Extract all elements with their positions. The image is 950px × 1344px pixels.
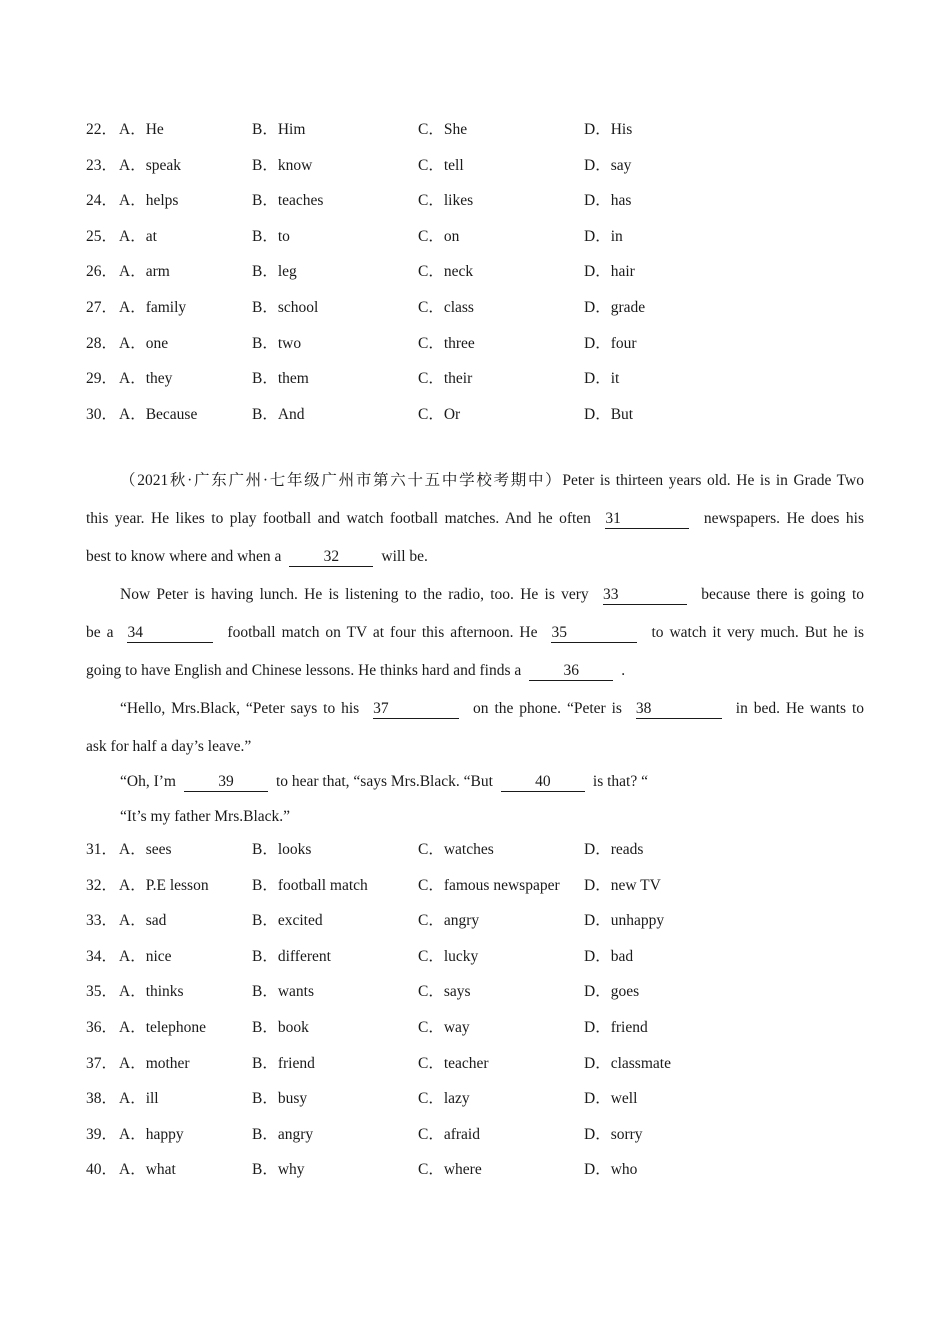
passage-text: going to have English and Chinese lessons. He thinks hard and finds a xyxy=(86,662,522,679)
option-b: B．Him xyxy=(252,121,306,138)
question-list-top xyxy=(86,117,886,437)
question-number: 24． xyxy=(86,192,118,210)
passage-line xyxy=(86,619,864,657)
question-number: 30． xyxy=(86,405,118,423)
question-row xyxy=(86,1086,886,1122)
option-a: A．P.E lesson xyxy=(119,876,209,894)
question-number: 36． xyxy=(86,1018,118,1036)
option-b: B．teaches xyxy=(252,192,324,210)
option-b: B．friend xyxy=(252,1054,315,1072)
option-c: C．lucky xyxy=(418,947,479,965)
option-a: A．He xyxy=(119,121,164,138)
option-d: D．classmate xyxy=(584,1054,671,1072)
option-d: D．But xyxy=(584,405,634,423)
question-number: 26． xyxy=(86,263,118,281)
question-row xyxy=(86,1051,886,1087)
passage-text: （2021秋·广东广州·七年级广州市第六十五中学校考期中）Peter is thirteen years old. He is in Grade Two xyxy=(120,472,864,489)
option-a: A．telephone xyxy=(119,1018,206,1036)
question-row xyxy=(86,908,886,944)
option-d: D．reads xyxy=(584,841,644,858)
question-row xyxy=(86,1122,886,1158)
answer-blank[interactable]: 35 xyxy=(551,624,637,643)
question-row xyxy=(86,402,886,438)
question-number: 38． xyxy=(86,1090,118,1108)
option-b: B．them xyxy=(252,370,309,388)
option-c: C．where xyxy=(418,1161,482,1179)
question-row xyxy=(86,259,886,295)
question-row xyxy=(86,295,886,331)
option-c: C．Or xyxy=(418,405,461,423)
option-a: A．helps xyxy=(119,192,179,210)
passage-line xyxy=(86,733,864,768)
option-d: D．well xyxy=(584,1090,638,1108)
passage-text: be a xyxy=(86,624,114,641)
option-d: D．in xyxy=(584,227,623,245)
option-d: D．hair xyxy=(584,263,635,281)
passage-line xyxy=(86,768,864,803)
option-a: A．sad xyxy=(119,912,167,930)
question-row xyxy=(86,188,886,224)
passage-line xyxy=(86,581,864,619)
question-row xyxy=(86,873,886,909)
option-c: C．on xyxy=(418,227,460,245)
option-a: A．at xyxy=(119,227,157,245)
question-row xyxy=(86,1015,886,1051)
option-b: B．angry xyxy=(252,1125,314,1143)
passage-text: to hear that, “says Mrs.Black. “But xyxy=(275,773,493,790)
passage-text: in bed. He wants to xyxy=(735,700,865,717)
option-c: C．angry xyxy=(418,912,480,930)
option-c: C．watches xyxy=(418,841,494,858)
option-b: B．book xyxy=(252,1018,309,1036)
option-c: C．afraid xyxy=(418,1125,480,1143)
option-b: B．different xyxy=(252,947,331,965)
option-a: A．they xyxy=(119,370,173,388)
option-d: D．His xyxy=(584,121,633,138)
option-c: C．three xyxy=(418,334,475,352)
option-b: B．know xyxy=(252,156,313,174)
option-d: D．unhappy xyxy=(584,912,665,930)
option-b: B．school xyxy=(252,298,319,316)
passage-text: is that? “ xyxy=(592,773,648,790)
option-c: C．likes xyxy=(418,192,474,210)
question-number: 29． xyxy=(86,370,118,388)
option-d: D．friend xyxy=(584,1018,648,1036)
option-d: D．it xyxy=(584,370,620,388)
option-b: B．wants xyxy=(252,983,315,1001)
option-b: B．busy xyxy=(252,1090,308,1108)
option-d: D．four xyxy=(584,334,637,352)
option-d: D．grade xyxy=(584,298,646,316)
reading-passage xyxy=(86,467,864,838)
option-b: B．to xyxy=(252,227,290,245)
passage-text: best to know where and when a xyxy=(86,548,282,565)
question-row xyxy=(86,1157,886,1193)
passage-line xyxy=(86,695,864,733)
passage-text: Now Peter is having lunch. He is listening to the radio, too. He is very xyxy=(120,586,589,603)
option-d: D．say xyxy=(584,156,632,174)
question-number: 33． xyxy=(86,912,118,930)
option-c: C．She xyxy=(418,121,468,138)
passage-line xyxy=(86,505,864,543)
option-c: C．way xyxy=(418,1018,470,1036)
option-c: C．teacher xyxy=(418,1054,489,1072)
option-b: B．leg xyxy=(252,263,297,281)
option-c: C．class xyxy=(418,298,474,316)
option-b: B．excited xyxy=(252,912,323,930)
question-number: 27． xyxy=(86,298,118,316)
option-a: A．one xyxy=(119,334,169,352)
answer-blank[interactable]: 33 xyxy=(603,586,687,605)
option-d: D．new TV xyxy=(584,876,661,894)
question-row xyxy=(86,153,886,189)
passage-text: to watch it very much. But he is xyxy=(651,624,865,641)
option-a: A．arm xyxy=(119,263,170,281)
answer-blank[interactable]: 31 xyxy=(605,510,689,529)
question-number: 25． xyxy=(86,227,118,245)
passage-text: this year. He likes to play football and watch football matches. And he often xyxy=(86,510,591,527)
option-d: D．goes xyxy=(584,983,640,1001)
option-a: A．mother xyxy=(119,1054,190,1072)
option-b: B．football match xyxy=(252,876,368,894)
answer-blank[interactable]: 32 xyxy=(289,548,373,567)
passage-line xyxy=(86,657,864,695)
passage-text: “Hello, Mrs.Black, “Peter says to his xyxy=(120,700,360,717)
option-c: C．says xyxy=(418,983,471,1001)
passage-text: on the phone. “Peter is xyxy=(473,700,622,717)
question-row xyxy=(86,366,886,402)
option-d: D．sorry xyxy=(584,1125,643,1143)
option-a: A．happy xyxy=(119,1125,184,1143)
question-number: 37． xyxy=(86,1054,118,1072)
passage-text: because there is going to xyxy=(701,586,865,603)
passage-line xyxy=(86,803,864,838)
option-a: A．thinks xyxy=(119,983,184,1001)
option-c: C．tell xyxy=(418,156,464,174)
answer-blank[interactable]: 39 xyxy=(184,773,268,792)
passage-text: . xyxy=(621,662,626,679)
option-b: B．looks xyxy=(252,841,312,858)
option-b: B．why xyxy=(252,1161,305,1179)
question-number: 39． xyxy=(86,1125,118,1143)
option-a: A．sees xyxy=(119,841,172,858)
question-row xyxy=(86,979,886,1015)
question-number: 32． xyxy=(86,876,118,894)
question-row xyxy=(86,944,886,980)
option-c: C．neck xyxy=(418,263,474,281)
passage-text: football match on TV at four this afternoon. He xyxy=(227,624,538,641)
answer-blank[interactable]: 38 xyxy=(636,700,722,719)
passage-line xyxy=(86,543,864,581)
option-a: A．nice xyxy=(119,947,172,965)
passage-text: will be. xyxy=(381,548,428,565)
option-a: A．family xyxy=(119,298,187,316)
answer-blank[interactable]: 36 xyxy=(529,662,613,681)
option-a: A．speak xyxy=(119,156,181,174)
question-number: 28． xyxy=(86,334,118,352)
question-row xyxy=(86,837,886,873)
option-a: A．what xyxy=(119,1161,176,1179)
option-b: B．two xyxy=(252,334,302,352)
option-d: D．has xyxy=(584,192,632,210)
passage-line xyxy=(86,467,864,505)
question-number: 31． xyxy=(86,841,118,858)
passage-text: newspapers. He does his xyxy=(703,510,865,527)
option-a: A．ill xyxy=(119,1090,159,1108)
passage-text: “It’s my father Mrs.Black.” xyxy=(120,808,291,825)
answer-blank[interactable]: 34 xyxy=(127,624,213,643)
question-number: 35． xyxy=(86,983,118,1001)
question-number: 23． xyxy=(86,156,118,174)
question-list-bottom xyxy=(86,837,886,1193)
question-number: 34． xyxy=(86,947,118,965)
question-row xyxy=(86,331,886,367)
option-a: A．Because xyxy=(119,405,198,423)
option-c: C．their xyxy=(418,370,473,388)
question-number: 40． xyxy=(86,1161,118,1179)
option-c: C．famous newspaper xyxy=(418,876,560,894)
question-row xyxy=(86,117,886,153)
question-number: 22． xyxy=(86,121,118,138)
answer-blank[interactable]: 40 xyxy=(501,773,585,792)
option-d: D．bad xyxy=(584,947,634,965)
passage-text: ask for half a day’s leave.” xyxy=(86,738,252,755)
answer-blank[interactable]: 37 xyxy=(373,700,459,719)
option-b: B．And xyxy=(252,405,305,423)
passage-text: “Oh, I’m xyxy=(120,773,176,790)
option-c: C．lazy xyxy=(418,1090,470,1108)
option-d: D．who xyxy=(584,1161,638,1179)
question-row xyxy=(86,224,886,260)
